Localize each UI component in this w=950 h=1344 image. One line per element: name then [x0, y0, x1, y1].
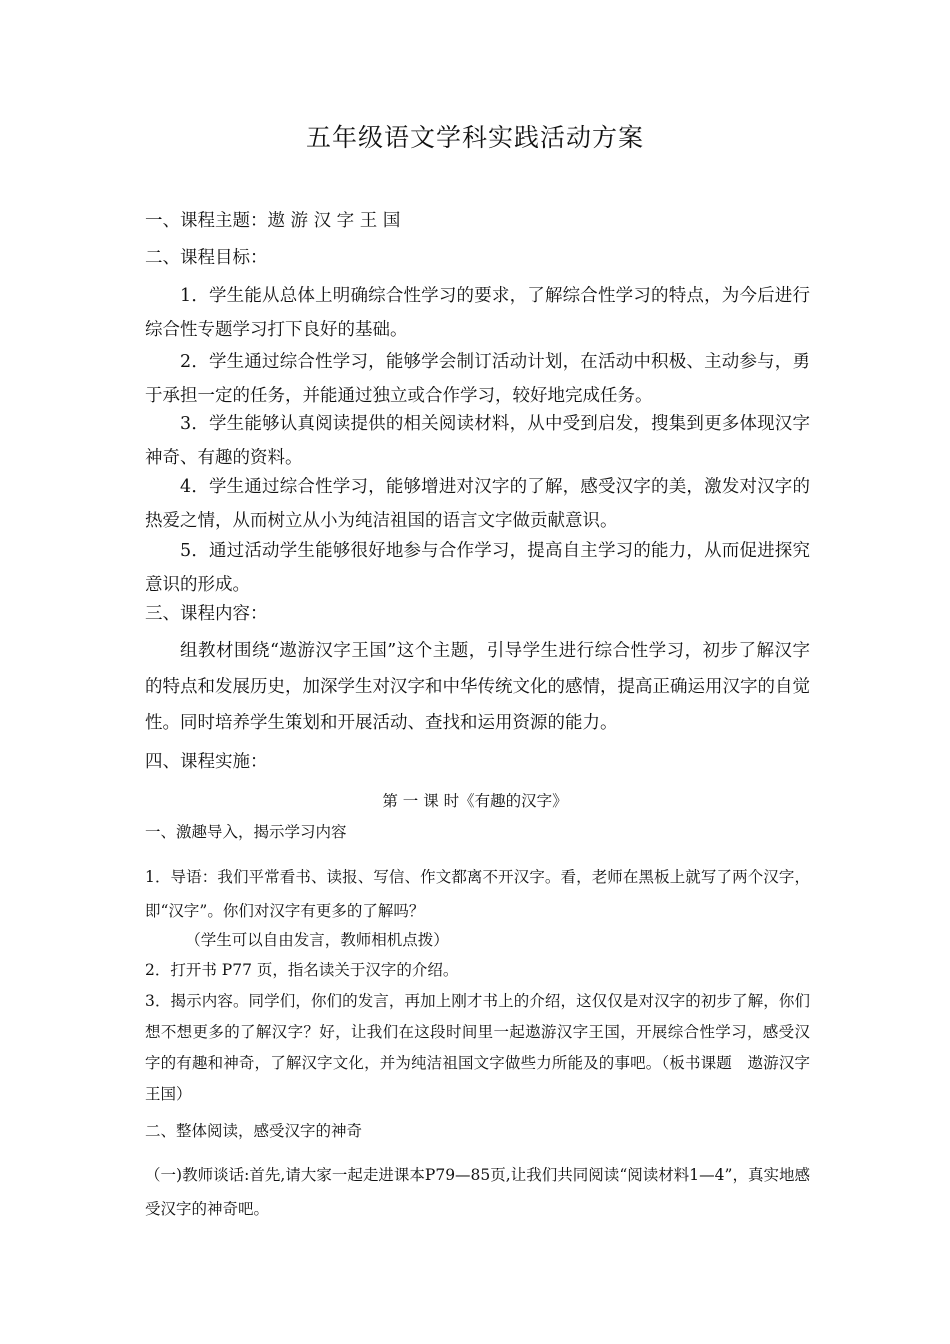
lesson-title: 第 一 课 时《有趣的汉字》: [382, 792, 568, 810]
goal-item-5: 5．通过活动学生能够很好地参与合作学习，提高自主学习的能力，从而促进探究意识的形成。: [145, 541, 810, 595]
document-title: 五年级语文学科实践活动方案: [305, 123, 644, 152]
section-topic: 一、课程主题：遨 游 汉 字 王 国: [145, 211, 401, 231]
section-implementation-heading: 四、课程实施：: [145, 752, 268, 772]
goal-item-2: 2．学生通过综合性学习，能够学会制订活动计划，在活动中积极、主动参与，勇于承担一定的任务，并能通过独立或合作学习，较好地完成任务。: [145, 352, 810, 406]
section-content-heading: 三、课程内容：: [145, 604, 268, 624]
goal-item-1: 1．学生能从总体上明确综合性学习的要求，了解综合性学习的特点，为今后进行综合性专题学习打下良好的基础。: [145, 286, 810, 340]
goal-item-3: 3．学生能够认真阅读提供的相关阅读材料，从中受到启发，搜集到更多体现汉字神奇、有趣的资料。: [145, 414, 810, 468]
section-goals-heading: 二、课程目标：: [145, 248, 268, 268]
step1-item-1: 1．导语：我们平常看书、读报、写信、作文都离不开汉字。看，老师在黑板上就写了两个汉字，即“汉字”。你们对汉字有更多的了解吗？: [145, 868, 810, 920]
content-paragraph: 组教材围绕“遨游汉字王国”这个主题，引导学生进行综合性学习，初步了解汉字的特点和发展历史，加深学生对汉字和中华传统文化的感情，提高正确运用汉字的自觉性。同时培养学生策划和开展活动、查找和运用资源的能力。: [145, 641, 810, 733]
step1-note: （学生可以自由发言，教师相机点拨）: [185, 931, 449, 949]
step2-item-1: （一)教师谈话:首先,请大家一起走进课本P79—85页,让我们共同阅读“阅读材料1—4”，真实地感受汉字的神奇吧。: [145, 1166, 810, 1218]
goal-item-4: 4．学生通过综合性学习，能够增进对汉字的了解，感受汉字的美，激发对汉字的热爱之情，从而树立从小为纯洁祖国的语言文字做贡献意识。: [145, 477, 810, 531]
step1-item-2: 2．打开书 P77 页，指名读关于汉字的介绍。: [145, 961, 459, 979]
step2-heading: 二、整体阅读，感受汉字的神奇: [145, 1122, 363, 1140]
step1-heading: 一、激趣导入，揭示学习内容: [145, 823, 347, 841]
step1-item-3: 3．揭示内容。同学们，你们的发言，再加上刚才书上的介绍，这仅仅是对汉字的初步了解，你们想不想更多的了解汉字？好，让我们在这段时间里一起遨游汉字王国，开展综合性学习，感受汉字的有趣和神奇，了解汉字文化，并为纯洁祖国文字做些力所能及的事吧。（板书课题 遨游汉字王国）: [145, 992, 810, 1103]
